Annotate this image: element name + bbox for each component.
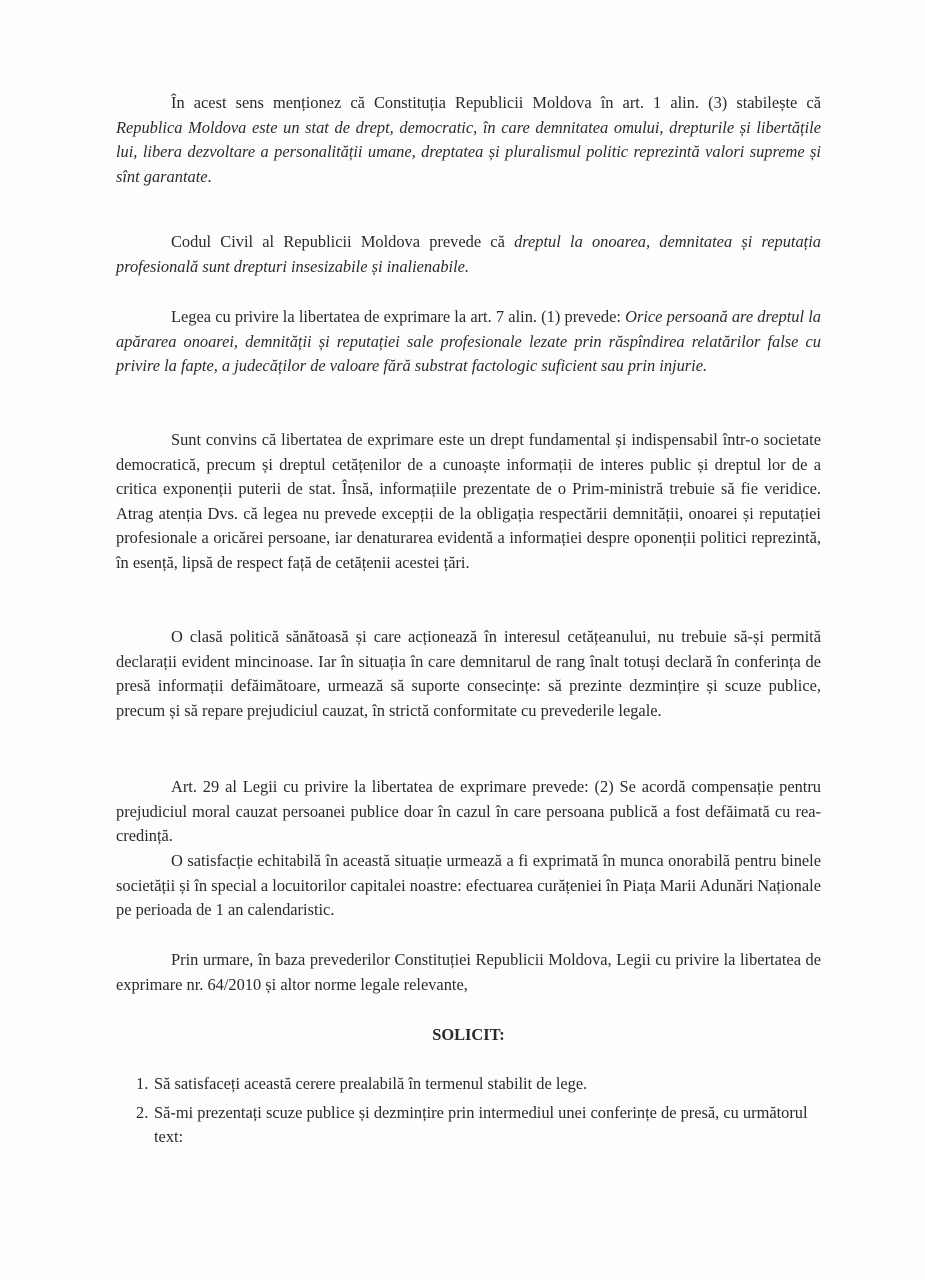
paragraph-text: O clasă politică sănătoasă și care acționează în interesul cetățeanului, nu trebuie să-și permită declarații evident mincinoase. Iar în situația în care demnitarul de rang înalt totuși declară în conferința de presă informații defăimătoare, urmează să suporte consecințe: să prezinte dezmințire și scuze publice, precum și să repare prejudiciul cauzat, în strictă conformitate cu prevederile legale. [116, 627, 821, 720]
paragraph-text: O satisfacție echitabilă în această situație urmează a fi exprimată în munca onorabilă pentru binele societății și în special a locuitorilor capitalei noastre: efectuarea curățeniei în Piața Marii Adunări Naționale pe perioada de 1 an calendaristic. [116, 851, 821, 919]
request-list [116, 1072, 821, 1154]
list-item-text: Să-mi prezentați scuze publice și dezmințire prin intermediul unei conferințe de presă, cu următorul text: [154, 1102, 808, 1146]
paragraph-text: Legea cu privire la libertatea de exprimare la art. 7 alin. (1) prevede: [171, 307, 626, 326]
paragraph-quote: dreptul la onoarea, demnitatea și reputația profesională sunt drepturi insesizabile și inalienabile. [116, 232, 821, 276]
paragraph-text: Prin urmare, în baza prevederilor Constituției Republicii Moldova, Legii cu privire la libertatea de exprimare nr. 64/2010 și altor norme legale relevante, [116, 950, 821, 994]
list-item-number: 1 . [136, 1072, 148, 1097]
paragraph-article-29 [116, 775, 821, 849]
paragraph-text: Art. 29 al Legii cu privire la libertatea de exprimare prevede: (2) Se acordă compensație pentru prejudiciul moral cauzat persoanei publice doar în cazul în care persoana publică a fost defăimată cu rea-credință. [116, 777, 821, 845]
paragraph-political-class [116, 625, 821, 723]
list-item-number: 2 . [136, 1101, 148, 1126]
paragraph-conclusion [116, 948, 821, 997]
list-item-text: Să satisfaceți această cerere prealabilă în termenul stabilit de lege. [154, 1074, 588, 1093]
paragraph-freedom-law [116, 305, 821, 379]
section-heading: SOLICIT: [432, 1025, 505, 1044]
paragraph-text: În acest sens menționez că Constituția Republicii Moldova în art. 1 alin. (3) stabilește că [171, 93, 821, 112]
list-item [116, 1101, 821, 1150]
paragraph-text: Codul Civil al Republicii Moldova prevede că [171, 232, 515, 251]
paragraph-civil-code [116, 230, 821, 279]
paragraph-satisfaction [116, 849, 821, 923]
paragraph-quote: Orice persoană are dreptul la apărarea onoarei, demnității și reputației sale profesionale lezate prin răspîndirea relatărilor false cu privire la fapte, a judecăților de valoare fără substrat factologic suficient sau prin injurie. [116, 307, 821, 375]
paragraph-constitution [116, 91, 821, 189]
paragraph-conviction [116, 428, 821, 575]
paragraph-quote: Republica Moldova este un stat de drept, democratic, în care demnitatea omului, drepturile și libertățile lui, libera dezvoltare a personalității umane, dreptatea și pluralismul politic reprezintă valori supreme și sînt garantate [116, 117, 821, 186]
paragraph-text: . [207, 166, 212, 186]
list-item [116, 1072, 821, 1097]
paragraph-text: Sunt convins că libertatea de exprimare este un drept fundamental și indispensabil într-o societate democratică, precum și dreptul cetățenilor de a cunoaște informații de interes public și dreptul lor de a critica exponenții puterii de stat. Însă, informațiile prezentate de o Prim-ministră trebuie să fie veridice. Atrag atenția Dvs. că legea nu prevede excepții de la obligația respectării demnității, onoarei și reputației profesionale a oricărei persoane, iar denaturarea evidentă a informației despre oponenții politici reprezintă, în esență, lipsă de respect față de cetățenii acestei țări. [116, 430, 821, 572]
